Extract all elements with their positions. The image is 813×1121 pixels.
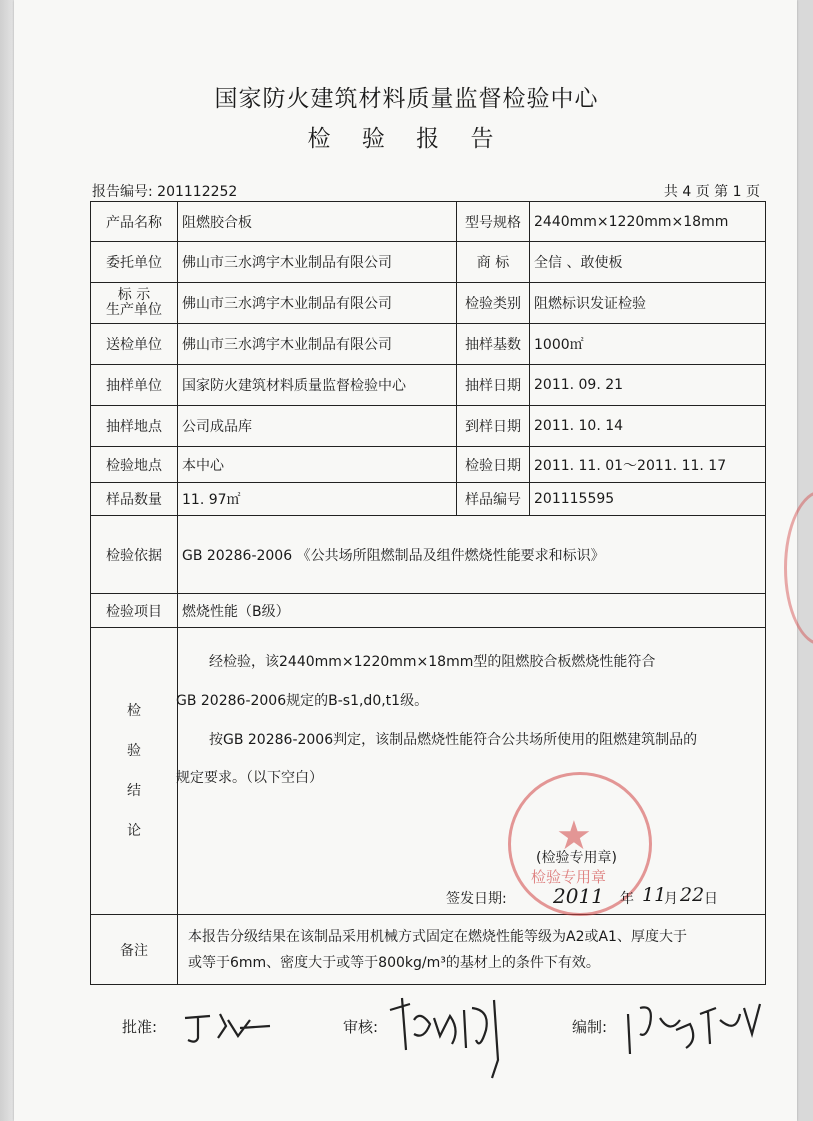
table-row xyxy=(91,483,766,516)
field-label: 检验地点 xyxy=(91,447,178,483)
field-value: GB 20286-2006 《公共场所阻燃制品及组件燃烧性能要求和标识》 xyxy=(178,516,766,594)
preparer-signature xyxy=(620,994,780,1064)
field-label: 检验日期 xyxy=(457,447,530,483)
field-value: 201115595 xyxy=(530,483,766,516)
label-line: 标 示 xyxy=(117,287,151,303)
field-label: 检验类别 xyxy=(457,283,530,324)
field-value: 本中心 xyxy=(178,447,457,483)
field-label: 抽样地点 xyxy=(91,406,178,447)
label-char: 检 xyxy=(127,703,141,719)
issue-day: 22 xyxy=(680,884,705,906)
field-label: 备注 xyxy=(91,915,178,985)
field-value: 2011. 11. 01～2011. 11. 17 xyxy=(530,447,766,483)
table-row xyxy=(91,915,766,985)
field-value: 全信 、敢使板 xyxy=(530,242,766,283)
field-label: 样品数量 xyxy=(91,483,178,516)
field-label: 产品名称 xyxy=(91,202,178,242)
table-row xyxy=(91,594,766,628)
conclusion-line: 规定要求。（以下空白） xyxy=(176,770,323,786)
label-char: 验 xyxy=(127,743,141,759)
review-label: 审核: xyxy=(343,1018,379,1036)
issue-date-label: 签发日期: xyxy=(446,891,507,907)
approve-label: 批准: xyxy=(122,1018,158,1036)
conclusion-line: 按GB 20286-2006判定，该制品燃烧性能符合公共场所使用的阻燃建筑制品的 xyxy=(209,732,698,748)
issue-month: 11 xyxy=(642,884,667,906)
seal-star-icon: ★ xyxy=(556,813,592,859)
table-row xyxy=(91,242,766,283)
conclusion-line: 经检验，该2440mm×1220mm×18mm型的阻燃胶合板燃烧性能符合 xyxy=(209,654,656,670)
table-row xyxy=(91,202,766,242)
field-label: 型号规格 xyxy=(457,202,530,242)
seal-text: 检验专用章 xyxy=(531,868,607,886)
issue-year: 2011 xyxy=(553,884,604,908)
remarks-body xyxy=(178,915,766,985)
table-row xyxy=(91,406,766,447)
label-line: 生产单位 xyxy=(106,302,162,318)
label-char: 论 xyxy=(127,823,141,839)
report-title: 检 验 报 告 xyxy=(307,126,506,152)
table-row xyxy=(91,447,766,483)
field-label: 委托单位 xyxy=(91,242,178,283)
field-value: 2011. 10. 14 xyxy=(530,406,766,447)
label-char: 结 xyxy=(127,783,141,799)
field-label: 检验项目 xyxy=(91,594,178,628)
field-value: 11. 97㎡ xyxy=(178,483,457,516)
conclusion-label xyxy=(91,628,178,915)
field-label: 抽样基数 xyxy=(457,324,530,365)
remarks-line: 或等于6mm、密度大于或等于800kg/m³的基材上的条件下有效。 xyxy=(188,954,600,971)
table-row xyxy=(91,283,766,324)
field-value: 燃烧性能（B级） xyxy=(178,594,766,628)
field-label: 抽样单位 xyxy=(91,365,178,406)
seal-note: (检验专用章) xyxy=(536,850,617,866)
field-value: 佛山市三水鸿宇木业制品有限公司 xyxy=(178,283,457,324)
institution-title: 国家防火建筑材料质量监督检验中心 xyxy=(214,86,599,112)
field-value: 国家防火建筑材料质量监督检验中心 xyxy=(178,365,457,406)
approver-signature xyxy=(180,1006,280,1046)
field-label: 抽样日期 xyxy=(457,365,530,406)
report-number: 报告编号: 201112252 xyxy=(92,184,238,200)
prepare-label: 编制: xyxy=(572,1018,608,1036)
field-value: 阻燃标识发证检验 xyxy=(530,283,766,324)
field-value: 阻燃胶合板 xyxy=(178,202,457,242)
conclusion-line: GB 20286-2006规定的B-s1,d0,t1级。 xyxy=(176,693,429,709)
remarks-line: 本报告分级结果在该制品采用机械方式固定在燃烧性能等级为A2或A1、厚度大于 xyxy=(188,928,687,945)
reviewer-signature xyxy=(380,990,520,1085)
field-value: 公司成品库 xyxy=(178,406,457,447)
field-label: 样品编号 xyxy=(457,483,530,516)
field-value: 2440mm×1220mm×18mm xyxy=(530,202,766,242)
scan-edge xyxy=(0,0,14,1121)
field-label: 检验依据 xyxy=(91,516,178,594)
field-value: 佛山市三水鸿宇木业制品有限公司 xyxy=(178,242,457,283)
field-label xyxy=(91,283,178,324)
trademark-label: 商 标 xyxy=(476,255,510,271)
day-unit: 日 xyxy=(704,891,718,907)
table-row xyxy=(91,365,766,406)
field-label: 到样日期 xyxy=(457,406,530,447)
field-value: 佛山市三水鸿宇木业制品有限公司 xyxy=(178,324,457,365)
table-row xyxy=(91,324,766,365)
field-value: 1000㎡ xyxy=(530,324,766,365)
field-value: 2011. 09. 21 xyxy=(530,365,766,406)
year-unit: 年 xyxy=(620,891,634,907)
page-info: 共 4 页 第 1 页 xyxy=(663,184,760,200)
month-unit: 月 xyxy=(664,891,678,907)
field-label: 送检单位 xyxy=(91,324,178,365)
table-row xyxy=(91,516,766,594)
report-table xyxy=(90,201,766,985)
field-label xyxy=(457,242,530,283)
